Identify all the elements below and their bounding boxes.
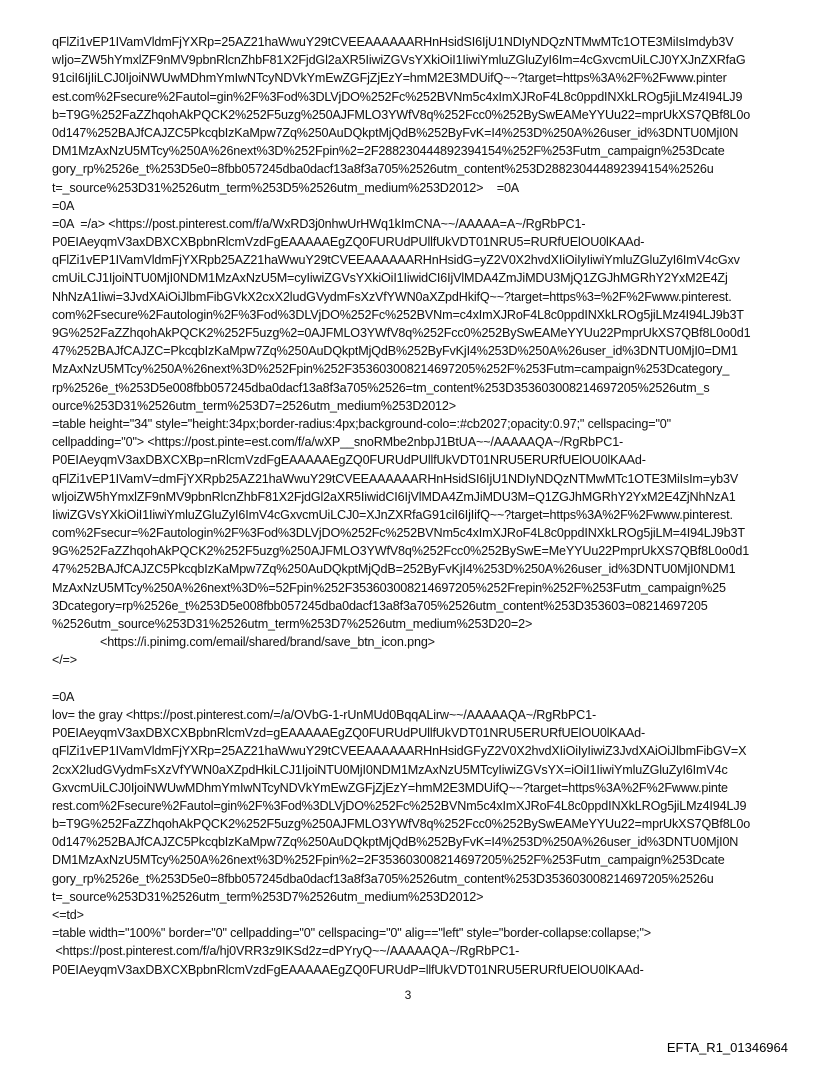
- text-line: DM1MzAxNzU5MTcy%250A%26next%3D%252Fpin%2=2F353603008214697205%252F%253Futm_campaign%253Dcate: [52, 853, 725, 868]
- text-line: qFlZi1vEP1IVamVldmFjYXRp=25AZ21haWwuY29tCVEEAAAAAARHnHsidSI6IjU1NDIyNDQzNTMwMTc1OTE3MiIsImdyb3V: [52, 35, 734, 49]
- text-line: =table height="34" style="height:34px;border-radius:4px;background-colo=:#cb2027;opacity:0.97;" cellspacing="0": [52, 416, 671, 431]
- text-line: DM1MzAxNzU5MTcy%250A%26next%3D%252Fpin%2=2F288230444892394154%252F%253Futm_campaign%253Dcate: [52, 144, 725, 159]
- text-line: rp%2526e_t%253D5e008fbb057245dba0dacf13a8f3a705%2526=tm_content%253D353603008214697205%2526utm_s: [52, 380, 710, 395]
- text-line: wIjoiZW5hYmxlZF9nMV9pbnRlcnZhbF81X2FjdGl2aXR5IiwidCI6IjVlMDA4ZmJiMDU3M=Q1ZGJhMGRhY2YxM2E4ZjNhNzA1: [52, 489, 736, 504]
- text-line: qFlZi1vEP1IVamVldmFjYXRpb25AZ21haWwuY29tCVEEAAAAAARHnHsidG=yZ2V0X2hvdXIiOiIyIiwiYmluZGluZyI6ImV4cGxv: [52, 253, 740, 268]
- text-line: [52, 670, 792, 688]
- text-line: P0EIAeyqmV3axDBXCXBp=nRlcmVzdFgEAAAAAEgZQ0FURUdPUllfUkVDT01NRU5ERURfUElOU0lKAAd-: [52, 453, 646, 468]
- text-line: MzAxNzU5MTcy%250A%26next%3D%=52Fpin%252F353603008214697205%252Frepin%252F%253Futm_campaign%25: [52, 580, 726, 595]
- text-line: gory_rp%2526e_t%253D5e0=8fbb057245dba0dacf13a8f3a705%2526utm_content%253D353603008214697205%2526u: [52, 871, 714, 886]
- text-line: rest.com%2Fsecure%2Fautol=gin%2F%3Fod%3DLVjDO%252Fc%252BVNm5c4xImXJRoF4L8c0ppdINXkLROg5jiLMz4I94LJ9: [52, 798, 747, 813]
- text-line: qFlZi1vEP1IVamV=dmFjYXRpb25AZ21haWwuY29tCVEEAAAAAARHnHsidSI6IjU1NDIyNDQzNTMwMTc1OTE3MiIsIm=yb3V: [52, 471, 739, 486]
- text-line: <https://post.pinterest.com/f/a/hj0VRR3z9IKSd2z=dPYryQ~~/AAAAAQA~/RgRbPC1-: [52, 944, 520, 959]
- text-line: 3Dcategory=rp%2526e_t%253D5e008fbb057245dba0dacf13a8f3a705%2526utm_content%253D353603=08214697205: [52, 598, 708, 613]
- text-line: com%2Fsecure%2Fautologin%2F%3Fod%3DLVjDO%252Fc%252BVNm=c4xImXJRoF4L8c0ppdINXkLROg5jiLMz4I94LJ9b3T: [52, 307, 744, 322]
- text-line: 47%252BAJfCAJZC=PkcqbIzKaMpw7Zq%250AuDQkptMjQdB%252ByFvKjI4%253D%250A%26user_id%3DNTU0MjI0=DM1: [52, 344, 738, 359]
- text-line: =0A: [52, 198, 75, 213]
- text-line: lov= the gray <https://post.pinterest.com/=/a/OVbG-1-rUnMUd0BqqALirw~~/AAAAAQA~/RgRbPC1-: [52, 707, 596, 722]
- text-line: =0A: [52, 689, 75, 704]
- text-line: 47%252BAJfCAJZC5PkcqbIzKaMpw7Zq%250AuDQkptMjQdB=252ByFvKjI4%253D%250A%26user_id%3DNTU0MjI0NDM1: [52, 562, 736, 577]
- text-line: cmUiLCJ1IjoiNTU0MjI0NDM1MzAxNzU5M=cyIiwiZGVsYXkiOiI1IiwidCI6IjVlMDA4ZmJiMDU3MjQ1ZGJhMGRhY2YxM2E4Zj: [52, 271, 728, 286]
- text-line: NhNzA1Iiwi=3JvdXAiOiJlbmFibGVkX2cxX2ludGVydmFsXzVfYWN0aXZpdHkifQ~~?target=https%3=%2F%2Fwww.pinterest.: [52, 289, 732, 304]
- text-line: qFlZi1vEP1IVamVldmFjYXRp=25AZ21haWwuY29tCVEEAAAAAARHnHsidGFyZ2V0X2hvdXIiOiIyIiwiZ3JvdXAiOiJlbmFibGV=X: [52, 744, 747, 759]
- text-line: cellpadding="0"> <https://post.pinte=est.com/f/a/wXP__snoRMbe2nbpJ1BtUA~~/AAAAAQA~/RgRbPC1-: [52, 435, 624, 450]
- text-line: t=_source%253D31%2526utm_term%253D7%2526utm_medium%253D2012>: [52, 889, 484, 904]
- text-line: est.com%2Fsecure%2Fautol=gin%2F%3Fod%3DLVjDO%252Fc%252BVNm5c4xImXJRoF4L8c0ppdINXkLROg5jiLMz4I94LJ9: [52, 89, 743, 104]
- page-number: 3: [404, 988, 412, 1002]
- text-line: b=T9G%252FaZZhqohAkPQCK2%252F5uzg%250AJFMLO3YWfV8q%252Fcc0%252BySwEAMeYYUu22=mprUkXS7QBf8L0o: [52, 107, 751, 122]
- text-line: gory_rp%2526e_t%253D5e0=8fbb057245dba0dacf13a8f3a705%2526utm_content%253D288230444892394154%2526u: [52, 162, 714, 177]
- text-line: =table width="100%" border="0" cellpadding="0" cellspacing="0" alig=="left" style="border-collapse:collapse;">: [52, 926, 651, 941]
- text-line: 2cxX2ludGVydmFsXzVfYWN0aXZpdHkiLCJ1IjoiNTU0MjI0NDM1MzAxNzU5MTcyIiwiZGVsYX=iOiI1IiwiYmluZGluZyI6ImV4c: [52, 762, 728, 777]
- text-line: 91ciI6IjIiLCJ0IjoiNWUwMDhmYmIwNTcyNDVkYmEwZGFjZjEzY=hmM2E3MDUifQ~~?target=https%3A%2F%2Fwww.pinter: [52, 71, 727, 86]
- text-line: t=_source%253D31%2526utm_term%253D5%2526utm_medium%253D2012> =0A: [52, 180, 520, 195]
- text-line: =0A =/a> <https://post.pinterest.com/f/a/WxRD3j0nhwUrHWq1kImCNA~~/AAAAA=A~/RgRbPC1-: [52, 216, 586, 231]
- text-line: wIjo=ZW5hYmxlZF9nMV9pbnRlcnZhbF81X2FjdGl2aXR5IiwiZGVsYXkiOiI1IiwiYmluZGluZyI6Im=4cGxvcmUiLCJ0YXJnZXRfaG: [52, 53, 746, 68]
- text-line: b=T9G%252FaZZhqohAkPQCK2%252F5uzg%250AJFMLO3YWfV8q%252Fcc0%252BySwEAMeYYUu22=mprUkXS7QBf8L0o: [52, 817, 751, 832]
- text-line: P0EIAeyqmV3axDBXCXBpbnRlcmVzdFgEAAAAAEgZQ0FURUdPUllfUkVDT01NRU5=RURfUElOU0lKAAd-: [52, 235, 645, 250]
- text-line: P0EIAeyqmV3axDBXCXBpbnRlcmVzd=gEAAAAAEgZQ0FURUdPUllfUkVDT01NRU5ERURfUElOU0lKAAd-: [52, 726, 646, 741]
- text-line: P0EIAeyqmV3axDBXCXBpbnRlcmVzdFgEAAAAAEgZQ0FURUdP=llfUkVDT01NRU5ERURfUElOU0lKAAd-: [52, 962, 644, 977]
- text-line: </=>: [52, 653, 77, 668]
- text-line: 0d147%252BAJfCAJZC5PkcqbIzKaMpw7Zq%250AuDQkptMjQdB%252ByFvK=I4%253D%250A%26user_id%3DNTU0MjI0N: [52, 125, 739, 140]
- text-line: 0d147%252BAJfCAJZC5PkcqbIzKaMpw7Zq%250AuDQkptMjQdB%252ByFvK=I4%253D%250A%26user_id%3DNTU0MjI0N: [52, 835, 739, 850]
- text-line: <https://i.pinimg.com/email/shared/brand/save_btn_icon.png>: [100, 635, 435, 650]
- text-line: %2526utm_source%253D31%2526utm_term%253D7%2526utm_medium%253D20=2>: [52, 617, 533, 631]
- document-id-stamp: EFTA_R1_01346964: [666, 1040, 788, 1055]
- text-line: 9G%252FaZZhqohAkPQCK2%252F5uzg%250AJFMLO3YWfV8q%252Fcc0%252BySwE=MeYYUu22PmprUkXS7QBf8L0o0d1: [52, 544, 750, 559]
- text-line: GxvcmUiLCJ0IjoiNWUwMDhmYmIwNTcyNDVkYmEwZGFjZjEzY=hmM2E3MDUifQ~~?target=https%3A%2F%2Fwww.pinte: [52, 780, 728, 795]
- text-line: <=td>: [52, 908, 84, 922]
- text-line: IiwiZGVsYXkiOiI1IiwiYmluZGluZyI6ImV4cGxvcmUiLCJ0=XJnZXRfaG91ciI6IjIifQ~~?target=https%3A%2F%2Fwww.pinterest.: [52, 507, 733, 522]
- text-line: 9G%252FaZZhqohAkPQCK2%252F5uzg%2=0AJFMLO3YWfV8q%252Fcc0%252BySwEAMeYYUu22PmprUkXS7QBf8L0o0d1: [52, 326, 751, 340]
- document-body: [52, 33, 792, 979]
- text-line: ource%253D31%2526utm_term%253D7=2526utm_medium%253D2012>: [52, 398, 456, 413]
- text-line: MzAxNzU5MTcy%250A%26next%3D%252Fpin%252F353603008214697205%252F%253Futm=campaign%253Dcategory_: [52, 362, 730, 377]
- text-line: com%2Fsecur=%2Fautologin%2F%3Fod%3DLVjDO%252Fc%252BVNm5c4xImXJRoF4L8c0ppdINXkLROg5jiLM=4I94LJ9b3T: [52, 526, 745, 541]
